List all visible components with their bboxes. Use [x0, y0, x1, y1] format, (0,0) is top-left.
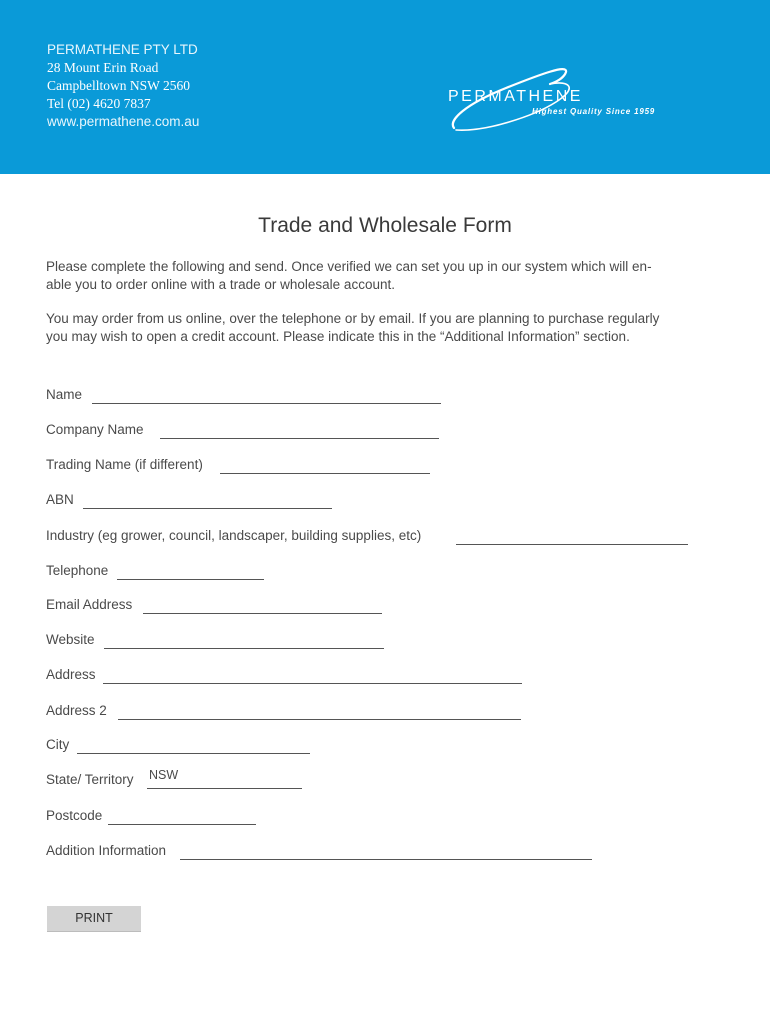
- print-button[interactable]: PRINT: [47, 906, 141, 932]
- logo-wordmark: PERMATHENE: [448, 88, 583, 105]
- trading-name-input[interactable]: [220, 473, 430, 474]
- trading-name-field: [46, 457, 446, 479]
- permathene-logo: [446, 58, 666, 134]
- industry-label: Industry (eg grower, council, landscaper, building supplies, etc): [46, 528, 422, 543]
- state-field: [46, 768, 306, 794]
- name-field: [46, 387, 446, 409]
- address2-field: [46, 703, 526, 725]
- postcode-field: [46, 808, 266, 830]
- city-label: City: [46, 737, 70, 752]
- ordering-paragraph: [46, 310, 716, 346]
- address-input[interactable]: [103, 683, 522, 684]
- abn-field: [46, 492, 346, 514]
- abn-input[interactable]: [83, 508, 332, 509]
- industry-input[interactable]: [456, 544, 688, 545]
- additional-info-input[interactable]: [180, 859, 592, 860]
- address2-label: Address 2: [46, 703, 107, 718]
- website-label: Website: [46, 632, 95, 647]
- company-name-field: [46, 422, 446, 444]
- name-label: Name: [46, 387, 83, 402]
- company-name-input[interactable]: [160, 438, 439, 439]
- company-name: PERMATHENE PTY LTD: [47, 42, 198, 57]
- header-banner: [0, 0, 770, 174]
- additional-info-label: Addition Information: [46, 843, 167, 858]
- website-field: [46, 632, 386, 654]
- address-field: [46, 667, 526, 689]
- company-phone: Tel (02) 4620 7837: [47, 96, 151, 111]
- intro-line: Please complete the following and send. Once verified we can set you up in our system which will en-: [46, 259, 652, 274]
- state-value: NSW: [149, 768, 179, 782]
- name-input[interactable]: [92, 403, 441, 404]
- trading-name-label: Trading Name (if different): [46, 457, 203, 472]
- company-website[interactable]: www.permathene.com.au: [47, 114, 200, 129]
- logo-tagline: Highest Quality Since 1959: [532, 107, 656, 116]
- additional-info-field: [46, 843, 596, 865]
- company-street: 28 Mount Erin Road: [47, 60, 159, 75]
- postcode-input[interactable]: [108, 824, 256, 825]
- telephone-field: [46, 563, 276, 585]
- state-input[interactable]: [147, 788, 302, 789]
- email-label: Email Address: [46, 597, 133, 612]
- address-label: Address: [46, 667, 96, 682]
- address2-input[interactable]: [118, 719, 521, 720]
- industry-field: [46, 528, 696, 550]
- email-input[interactable]: [143, 613, 382, 614]
- abn-label: ABN: [46, 492, 74, 507]
- page-title: Trade and Wholesale Form: [258, 214, 512, 237]
- website-input[interactable]: [104, 648, 384, 649]
- city-field: [46, 737, 316, 759]
- email-field: [46, 597, 386, 619]
- ordering-line: You may order from us online, over the telephone or by email. If you are planning to purchase regularly: [46, 311, 660, 326]
- telephone-input[interactable]: [117, 579, 264, 580]
- telephone-label: Telephone: [46, 563, 109, 578]
- city-input[interactable]: [77, 753, 310, 754]
- company-name-label: Company Name: [46, 422, 144, 437]
- company-suburb: Campbelltown NSW 2560: [47, 78, 190, 93]
- intro-line: able you to order online with a trade or wholesale account.: [46, 277, 395, 292]
- state-label: State/ Territory: [46, 772, 134, 787]
- postcode-label: Postcode: [46, 808, 103, 823]
- ordering-line: you may wish to open a credit account. Please indicate this in the “Additional Information” section.: [46, 329, 630, 344]
- intro-paragraph: [46, 258, 716, 294]
